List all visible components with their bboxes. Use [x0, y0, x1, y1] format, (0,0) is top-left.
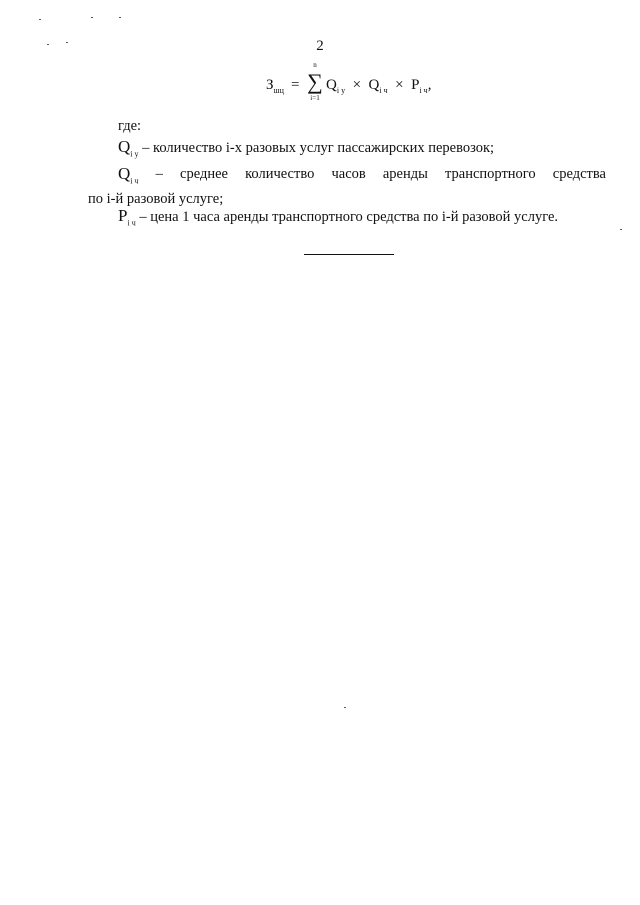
symbol-subscript: i ч — [127, 218, 136, 228]
definition-symbol — [118, 137, 139, 159]
symbol-letter: P — [118, 206, 128, 225]
word: средства — [552, 166, 606, 182]
times-sign: × — [395, 77, 404, 93]
word: аренды — [382, 166, 428, 182]
times-sign: × — [352, 77, 362, 93]
formula-lhs-symbol: З — [266, 77, 274, 93]
definition-price — [118, 207, 598, 232]
formula-equals: = — [291, 77, 300, 93]
term-price: P — [411, 77, 420, 93]
term-q-services: Q — [326, 77, 337, 93]
symbol-subscript: i ч — [130, 176, 139, 186]
definition-continuation: по i-й разовой услуге; — [88, 191, 224, 208]
term-q-hours-sub: i ч — [379, 86, 388, 95]
term-q-hours: Q — [368, 77, 380, 93]
definition-q-hours — [88, 165, 606, 208]
formula-terms — [326, 77, 431, 95]
sum-symbol: ∑ — [307, 69, 323, 94]
scan-speck — [119, 17, 121, 18]
formula-comma: , — [427, 77, 432, 93]
page-number: 2 — [316, 38, 324, 54]
scan-speck — [344, 707, 346, 708]
symbol-subscript: i у — [130, 149, 139, 159]
summation — [305, 61, 325, 103]
definition-symbol — [118, 206, 136, 228]
word: количество — [245, 166, 315, 182]
scan-speck — [66, 42, 68, 43]
where-label: где: — [118, 118, 142, 134]
definition-text: – количество i-х разовых услуг пассажирских перевозок; — [142, 140, 495, 156]
term-q-services-sub: i у — [336, 86, 346, 95]
definition-q-services — [118, 138, 598, 163]
formula-lhs-subscript: шц — [273, 86, 284, 95]
word: часов — [331, 166, 366, 182]
end-separator-line — [304, 254, 394, 255]
symbol-letter: Q — [118, 164, 131, 183]
term-price-sub: i ч — [419, 86, 428, 95]
scan-speck — [47, 44, 49, 45]
scan-speck — [39, 19, 41, 20]
word: – — [155, 166, 163, 182]
word: транспортного — [445, 166, 536, 182]
sum-lower-limit: i=1 — [310, 94, 320, 102]
symbol-letter: Q — [118, 137, 131, 156]
sum-upper-limit: n — [313, 61, 317, 69]
word: среднее — [180, 166, 228, 182]
definition-line-justified — [88, 165, 606, 190]
definition-text: – цена 1 часа аренды транспортного средства по i-й разовой услуге. — [139, 209, 559, 225]
scan-speck — [620, 229, 622, 230]
scan-speck — [91, 17, 93, 18]
formula-lhs — [266, 77, 284, 95]
definition-symbol — [118, 165, 139, 190]
